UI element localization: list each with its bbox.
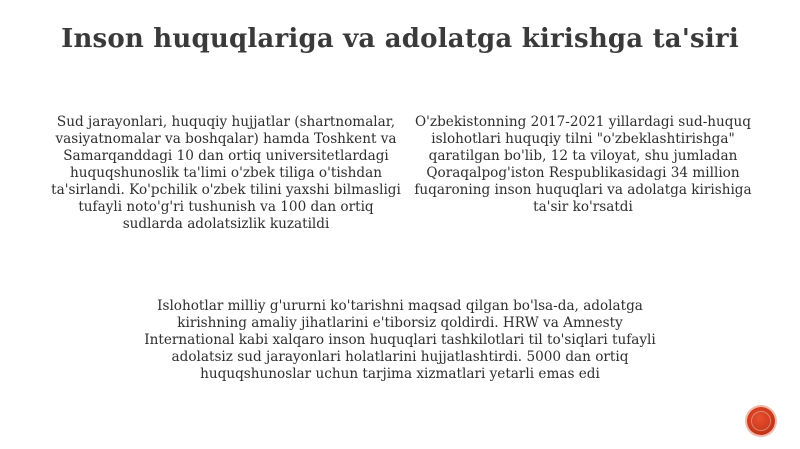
circle-button-icon bbox=[751, 411, 771, 431]
slide-title: Inson huquqlariga va adolatga kirishga ta'siri bbox=[61, 24, 739, 54]
next-slide-button[interactable] bbox=[747, 407, 775, 435]
left-text-block: Sud jarayonlari, huquqiy hujjatlar (shartnomalar, vasiyatnomalar va boshqalar) hamda Toshkent va Samarqanddagi 10 dan ortiq universitetlardagi huquqshunoslik ta'limi o'zbek tiliga o'tishdan ta'sirlandi. Ko'pchilik o'zbek tilini yaxshi bilmasligi tufayli noto'g'ri tushunish va 100 dan ortiq sudlarda adolatsizlik kuzatildi bbox=[51, 114, 401, 232]
bottom-text-block: Islohotlar milliy g'ururni ko'tarishni maqsad qilgan bo'lsa-da, adolatga kirishning amaliy jihatlarini e'tiborsiz qoldirdi. HRW va Amnesty International kabi xalqaro inson huquqlari tashkilotlari til to'siqlari tufayli adolatsiz sud jarayonlari holatlarini hujjatlashtirdi. 5000 dan ortiq huquqshunoslar uchun tarjima xizmatlari yetarli emas edi bbox=[144, 298, 656, 382]
right-text-block: O'zbekistonning 2017-2021 yillardagi sud-huquq islohotlari huquqiy tilni "o'zbeklashtirishga" qaratilgan bo'lib, 12 ta viloyat, shu jumladan Qoraqalpog'iston Respublikasidagi 34 million fuqaroning inson huquqlari va adolatga kirishiga ta'sir ko'rsatdi bbox=[414, 114, 752, 215]
